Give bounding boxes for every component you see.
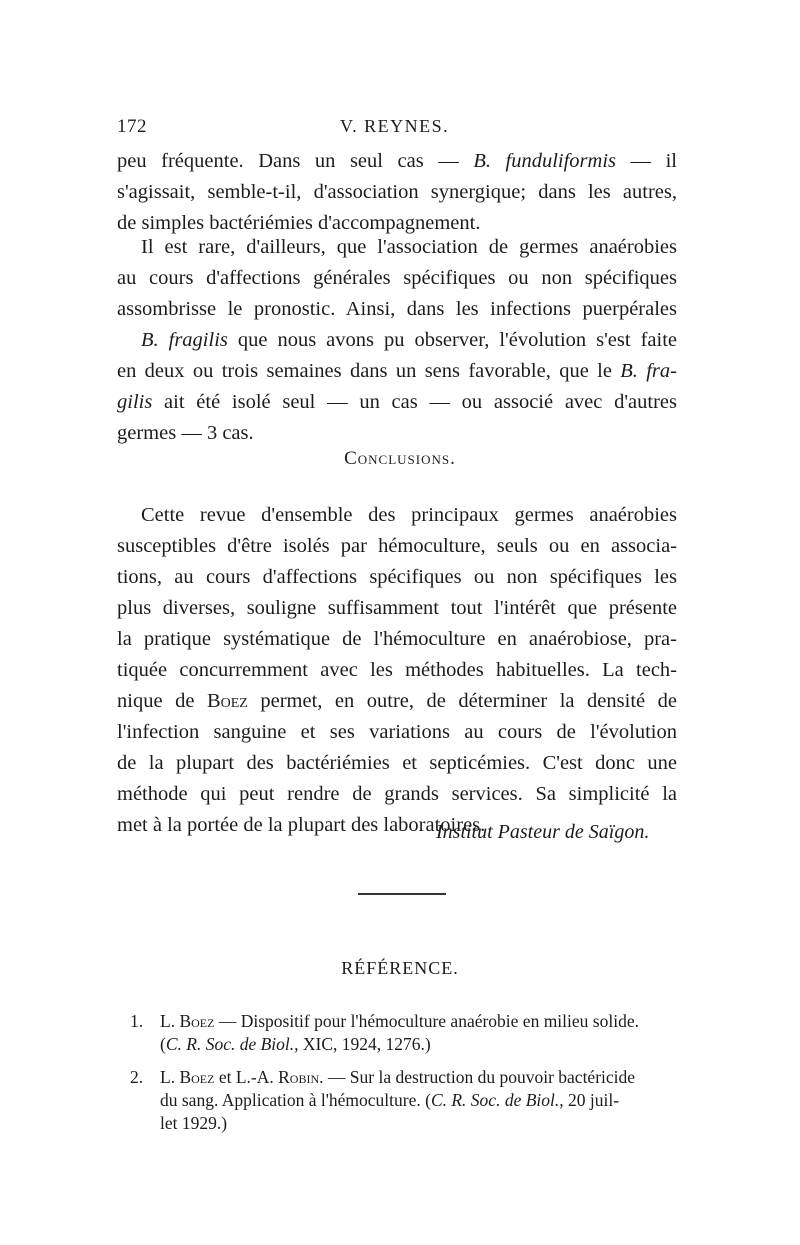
affiliation-signature: Institut Pasteur de Saïgon. — [436, 821, 650, 843]
text-line: Cette revue d'ensemble des principaux germes anaérobies — [141, 504, 677, 526]
running-head: V. REYNES. — [340, 116, 450, 136]
text-line: tions, au cours d'affections spécifiques ou non spécifiques les — [117, 566, 677, 588]
reference-number: 2. — [130, 1067, 144, 1087]
text-line: en deux ou trois semaines dans un sens favorable, que le B. fra- — [117, 360, 677, 382]
conclusions-heading: Conclusions. — [344, 448, 456, 469]
text-line: assombrisse le pronostic. Ainsi, dans les infections puerpérales — [117, 298, 677, 320]
reference-line: du sang. Application à l'hémoculture. (C. R. Soc. de Biol., 20 juil- — [160, 1090, 620, 1110]
text-line: B. fragilis que nous avons pu observer, l'évolution s'est faite — [141, 329, 677, 351]
reference-line: L. Boez et L.-A. Robin. — Sur la destruction du pouvoir bactéricide — [160, 1067, 636, 1087]
text-line: s'agissait, semble-t-il, d'association synergique; dans les autres, — [117, 181, 677, 203]
text-line: Il est rare, d'ailleurs, que l'association de germes anaérobies — [141, 236, 677, 258]
text-line: au cours d'affections générales spécifiques ou non spécifiques — [117, 267, 677, 289]
text-line: la pratique systématique de l'hémoculture en anaérobiose, pra- — [117, 628, 677, 650]
reference-heading: RÉFÉRENCE. — [341, 958, 459, 978]
reference-number: 1. — [130, 1011, 144, 1031]
text-line: germes — 3 cas. — [117, 422, 254, 444]
reference-list — [130, 1010, 685, 1145]
reference-item — [130, 1066, 685, 1135]
text-line: plus diverses, souligne suffisamment tout l'intérêt que présente — [117, 597, 677, 619]
reference-line: let 1929.) — [160, 1113, 228, 1133]
paragraph-prognosis — [117, 232, 677, 449]
paragraph-conclusions — [117, 500, 677, 841]
text-line: susceptibles d'être isolés par hémoculture, seuls ou en associa- — [117, 535, 677, 557]
text-line: peu fréquente. Dans un seul cas — B. funduliformis — il — [117, 150, 677, 172]
text-line: de simples bactériémies d'accompagnement. — [117, 212, 481, 234]
reference-line: (C. R. Soc. de Biol., XIC, 1924, 1276.) — [160, 1034, 431, 1054]
text-line: méthode qui peut rendre de grands services. Sa simplicité la — [117, 783, 677, 805]
text-line: tiquée concurremment avec les méthodes habituelles. La tech- — [117, 659, 677, 681]
page-number: 172 — [117, 116, 147, 137]
text-line: gilis ait été isolé seul — un cas — ou associé avec d'autres — [117, 391, 677, 413]
reference-line: L. Boez — Dispositif pour l'hémoculture anaérobie en milieu solide. — [160, 1011, 639, 1031]
paragraph-continuation — [117, 146, 677, 239]
text-line: l'infection sanguine et ses variations au cours de l'évolution — [117, 721, 677, 743]
text-line: nique de Boez permet, en outre, de déterminer la densité de — [117, 690, 677, 712]
reference-item — [130, 1010, 685, 1056]
text-line: de la plupart des bactériémies et septicémies. C'est donc une — [117, 752, 677, 774]
text-line: met à la portée de la plupart des laboratoires. — [117, 814, 486, 836]
section-divider — [358, 893, 446, 895]
